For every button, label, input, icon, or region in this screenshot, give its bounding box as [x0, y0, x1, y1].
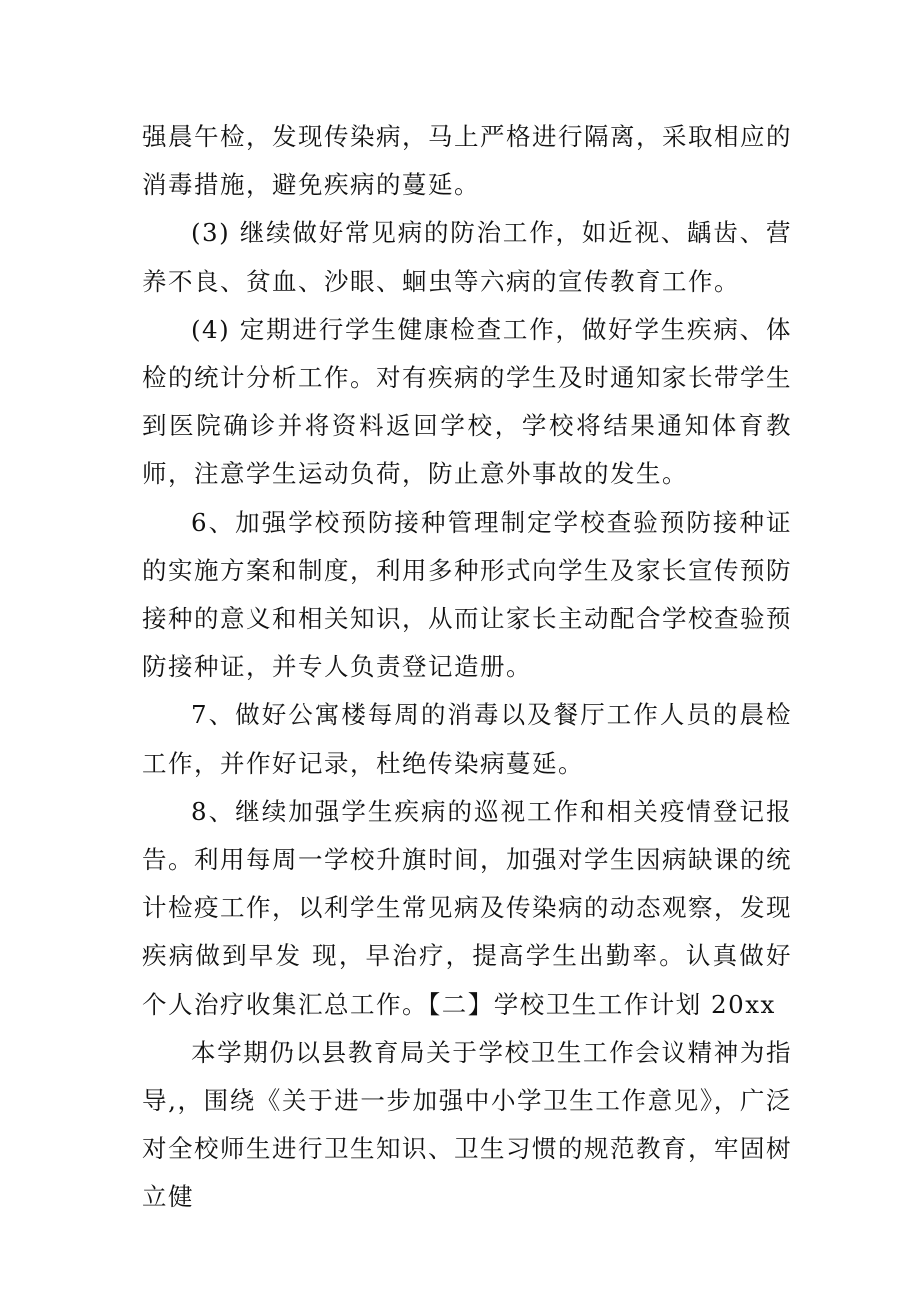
paragraph-item-8: 8、继续加强学生疾病的巡视工作和相关疫情登记报告。利用每周一学校升旗时间，加强对学生因病缺课的统计检疫工作，以利学生常见病及传染病的动态观察，发现疾病做到早发 现，早治疗，提高学生出勤率。认真做好个人治疗收集汇总工作。【二】学校卫生工作计划 20xx — [142, 796, 792, 1019]
paragraph-item-6: 6、加强学校预防接种管理制定学校查验预防接种证的实施方案和制度，利用多种形式向学生及家长宣传预防接种的意义和相关知识，从而让家长主动配合学校查验预防接种证，并专人负责登记造册。 — [142, 507, 792, 682]
paragraph-item-4: (4) 定期进行学生健康检查工作，做好学生疾病、体检的统计分析工作。对有疾病的学生及时通知家长带学生到医院确诊并将资料返回学校，学校将结果通知体育教师，注意学生运动负荷，防止意外事故的发生。 — [142, 314, 792, 489]
paragraph-item-3: (3) 继续做好常见病的防治工作，如近视、龋齿、营养不良、贫血、沙眼、蛔虫等六病的宣传教育工作。 — [142, 218, 792, 296]
document-body — [142, 113, 792, 1222]
paragraph-continuation: 强晨午检，发现传染病，马上严格进行隔离，采取相应的消毒措施，避免疾病的蔓延。 — [142, 122, 792, 200]
paragraph-plan-intro: 本学期仍以县教育局关于学校卫生工作会议精神为指导,，围绕《关于进一步加强中小学卫生工作意见》，广泛对全校师生进行卫生知识、卫生习惯的规范教育，牢固树立健 — [142, 1037, 792, 1212]
paragraph-item-7: 7、做好公寓楼每周的消毒以及餐厅工作人员的晨检工作，并作好记录，杜绝传染病蔓延。 — [142, 700, 792, 778]
